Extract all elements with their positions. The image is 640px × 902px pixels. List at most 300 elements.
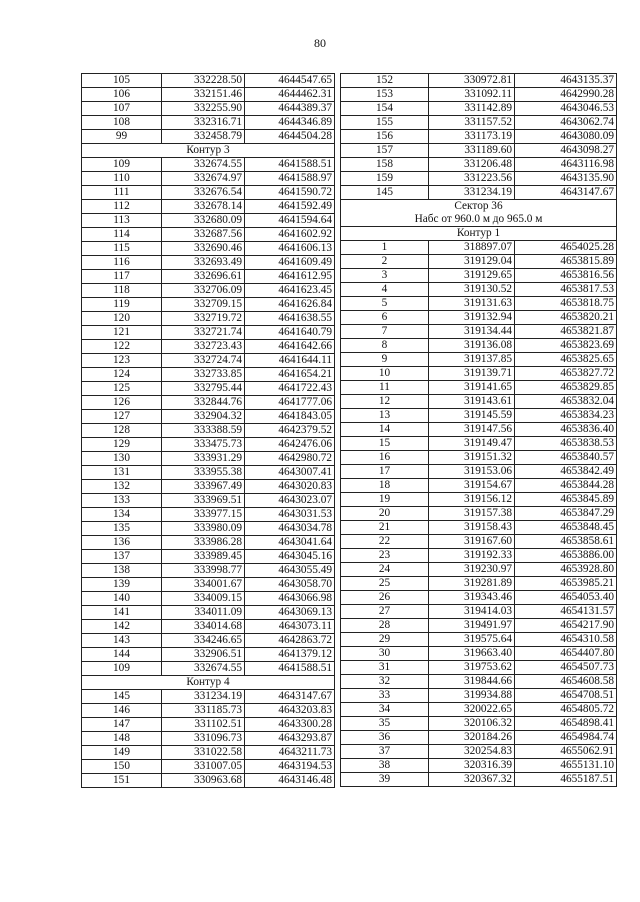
point-number-cell: 37	[341, 745, 429, 759]
point-number-cell: 108	[82, 116, 162, 130]
table-row	[341, 423, 617, 437]
point-number-cell: 144	[82, 648, 162, 662]
point-number-cell: 21	[341, 521, 429, 535]
point-number-cell: 38	[341, 759, 429, 773]
x-coordinate-cell: 330963.68	[162, 774, 245, 788]
table-row	[82, 382, 335, 396]
table-row	[341, 619, 617, 633]
point-number-cell: 131	[82, 466, 162, 480]
y-coordinate-cell: 4655062.91	[515, 745, 617, 759]
table-row	[341, 493, 617, 507]
x-coordinate-cell: 332228.50	[162, 74, 245, 88]
y-coordinate-cell: 4654407.80	[515, 647, 617, 661]
table-row	[341, 381, 617, 395]
point-number-cell: 35	[341, 717, 429, 731]
y-coordinate-cell: 4653847.29	[515, 507, 617, 521]
y-coordinate-cell: 4653823.69	[515, 339, 617, 353]
point-number-cell: 7	[341, 325, 429, 339]
point-number-cell: 31	[341, 661, 429, 675]
table-row	[82, 298, 335, 312]
table-row	[82, 256, 335, 270]
point-number-cell: 156	[341, 130, 429, 144]
page-number: 80	[314, 36, 326, 50]
y-coordinate-cell: 4641644.11	[245, 354, 335, 368]
point-number-cell: 109	[82, 158, 162, 172]
x-coordinate-cell: 333969.51	[162, 494, 245, 508]
y-coordinate-cell: 4643203.83	[245, 704, 335, 718]
y-coordinate-cell: 4641606.13	[245, 242, 335, 256]
table-row	[341, 591, 617, 605]
x-coordinate-cell: 332904.32	[162, 410, 245, 424]
point-number-cell: 155	[341, 116, 429, 130]
table-row	[341, 451, 617, 465]
x-coordinate-cell: 319139.71	[429, 367, 515, 381]
y-coordinate-cell: 4653825.65	[515, 353, 617, 367]
x-coordinate-cell: 332680.09	[162, 214, 245, 228]
table-row	[82, 648, 335, 662]
table-row	[82, 550, 335, 564]
sector-height-range: Набс от 960.0 м до 965.0 м	[414, 213, 543, 225]
point-number-cell: 14	[341, 423, 429, 437]
y-coordinate-cell: 4643020.83	[245, 480, 335, 494]
x-coordinate-cell: 332693.49	[162, 256, 245, 270]
point-number-cell: 126	[82, 396, 162, 410]
table-row	[82, 718, 335, 732]
y-coordinate-cell: 4641843.05	[245, 410, 335, 424]
x-coordinate-cell: 319141.65	[429, 381, 515, 395]
y-coordinate-cell: 4653858.61	[515, 535, 617, 549]
x-coordinate-cell: 332676.54	[162, 186, 245, 200]
point-number-cell: 26	[341, 591, 429, 605]
y-coordinate-cell: 4653817.53	[515, 283, 617, 297]
point-number-cell: 110	[82, 172, 162, 186]
x-coordinate-cell: 332696.61	[162, 270, 245, 284]
y-coordinate-cell: 4653821.87	[515, 325, 617, 339]
point-number-cell: 27	[341, 605, 429, 619]
x-coordinate-cell: 319134.44	[429, 325, 515, 339]
x-coordinate-cell: 319343.46	[429, 591, 515, 605]
table-row	[341, 465, 617, 479]
table-row	[341, 241, 617, 255]
point-number-cell: 132	[82, 480, 162, 494]
y-coordinate-cell: 4653818.75	[515, 297, 617, 311]
table-row	[82, 606, 335, 620]
y-coordinate-cell: 4655187.51	[515, 773, 617, 787]
point-number-cell: 107	[82, 102, 162, 116]
table-row	[341, 186, 617, 200]
x-coordinate-cell: 319149.47	[429, 437, 515, 451]
table-row	[341, 661, 617, 675]
table-row	[341, 507, 617, 521]
table-row	[82, 704, 335, 718]
point-number-cell: 39	[341, 773, 429, 787]
x-coordinate-cell: 331007.05	[162, 760, 245, 774]
point-number-cell: 109	[82, 662, 162, 676]
y-coordinate-cell: 4641590.72	[245, 186, 335, 200]
x-coordinate-cell: 331234.19	[162, 690, 245, 704]
y-coordinate-cell: 4653985.21	[515, 577, 617, 591]
x-coordinate-cell: 331157.52	[429, 116, 515, 130]
y-coordinate-cell: 4643080.09	[515, 130, 617, 144]
y-coordinate-cell: 4641654.21	[245, 368, 335, 382]
x-coordinate-cell: 333967.49	[162, 480, 245, 494]
x-coordinate-cell: 320022.65	[429, 703, 515, 717]
y-coordinate-cell: 4653815.89	[515, 255, 617, 269]
x-coordinate-cell: 319131.63	[429, 297, 515, 311]
y-coordinate-cell: 4644389.37	[245, 102, 335, 116]
point-number-cell: 5	[341, 297, 429, 311]
table-row	[82, 158, 335, 172]
point-number-cell: 99	[82, 130, 162, 144]
point-number-cell: 4	[341, 283, 429, 297]
y-coordinate-cell: 4644346.89	[245, 116, 335, 130]
table-row	[82, 466, 335, 480]
table-row	[82, 130, 335, 144]
table-row	[341, 521, 617, 535]
y-coordinate-cell: 4641638.55	[245, 312, 335, 326]
table-row	[341, 717, 617, 731]
x-coordinate-cell: 332844.76	[162, 396, 245, 410]
sector-header-row	[341, 200, 617, 227]
point-number-cell: 2	[341, 255, 429, 269]
y-coordinate-cell: 4643023.07	[245, 494, 335, 508]
table-row	[341, 633, 617, 647]
y-coordinate-cell: 4653834.23	[515, 409, 617, 423]
point-number-cell: 12	[341, 395, 429, 409]
table-row	[82, 620, 335, 634]
point-number-cell: 141	[82, 606, 162, 620]
x-coordinate-cell: 319414.03	[429, 605, 515, 619]
point-number-cell: 122	[82, 340, 162, 354]
x-coordinate-cell: 319663.40	[429, 647, 515, 661]
point-number-cell: 36	[341, 731, 429, 745]
y-coordinate-cell: 4654310.58	[515, 633, 617, 647]
y-coordinate-cell: 4643073.11	[245, 620, 335, 634]
point-number-cell: 111	[82, 186, 162, 200]
x-coordinate-cell: 319151.32	[429, 451, 515, 465]
y-coordinate-cell: 4654708.51	[515, 689, 617, 703]
table-row	[341, 409, 617, 423]
table-row	[341, 74, 617, 88]
y-coordinate-cell: 4641588.51	[245, 662, 335, 676]
table-row	[341, 158, 617, 172]
table-row	[82, 242, 335, 256]
y-coordinate-cell: 4644547.65	[245, 74, 335, 88]
x-coordinate-cell: 319491.97	[429, 619, 515, 633]
y-coordinate-cell: 4641594.64	[245, 214, 335, 228]
sector-title	[341, 200, 617, 227]
table-row	[82, 326, 335, 340]
point-number-cell: 17	[341, 465, 429, 479]
contour-title: Контур 4	[82, 676, 335, 690]
y-coordinate-cell: 4641777.06	[245, 396, 335, 410]
table-row	[341, 367, 617, 381]
y-coordinate-cell: 4653848.45	[515, 521, 617, 535]
table-row	[341, 269, 617, 283]
point-number-cell: 121	[82, 326, 162, 340]
table-row	[82, 396, 335, 410]
table-row	[82, 410, 335, 424]
y-coordinate-cell: 4654984.74	[515, 731, 617, 745]
table-row	[82, 774, 335, 788]
table-row	[82, 508, 335, 522]
y-coordinate-cell: 4643147.67	[245, 690, 335, 704]
y-coordinate-cell: 4643062.74	[515, 116, 617, 130]
y-coordinate-cell: 4643046.53	[515, 102, 617, 116]
y-coordinate-cell: 4644504.28	[245, 130, 335, 144]
y-coordinate-cell: 4643007.41	[245, 466, 335, 480]
x-coordinate-cell: 333388.59	[162, 424, 245, 438]
point-number-cell: 159	[341, 172, 429, 186]
y-coordinate-cell: 4643146.48	[245, 774, 335, 788]
point-number-cell: 127	[82, 410, 162, 424]
y-coordinate-cell: 4641623.45	[245, 284, 335, 298]
table-row	[82, 438, 335, 452]
point-number-cell: 10	[341, 367, 429, 381]
x-coordinate-cell: 319145.59	[429, 409, 515, 423]
table-row	[341, 102, 617, 116]
point-number-cell: 150	[82, 760, 162, 774]
y-coordinate-cell: 4653820.21	[515, 311, 617, 325]
y-coordinate-cell: 4654507.73	[515, 661, 617, 675]
table-row	[341, 144, 617, 158]
table-row	[341, 395, 617, 409]
table-row	[341, 311, 617, 325]
x-coordinate-cell: 319132.94	[429, 311, 515, 325]
point-number-cell: 120	[82, 312, 162, 326]
point-number-cell: 142	[82, 620, 162, 634]
y-coordinate-cell: 4643069.13	[245, 606, 335, 620]
y-coordinate-cell: 4643135.37	[515, 74, 617, 88]
y-coordinate-cell: 4653832.04	[515, 395, 617, 409]
y-coordinate-cell: 4641642.66	[245, 340, 335, 354]
x-coordinate-cell: 332678.14	[162, 200, 245, 214]
x-coordinate-cell: 319143.61	[429, 395, 515, 409]
table-row	[341, 283, 617, 297]
table-row	[82, 74, 335, 88]
point-number-cell: 147	[82, 718, 162, 732]
table-row	[341, 647, 617, 661]
y-coordinate-cell: 4653886.00	[515, 549, 617, 563]
y-coordinate-cell: 4653816.56	[515, 269, 617, 283]
point-number-cell: 34	[341, 703, 429, 717]
contour-header-row	[82, 144, 335, 158]
table-row	[82, 592, 335, 606]
x-coordinate-cell: 319154.67	[429, 479, 515, 493]
y-coordinate-cell: 4653838.53	[515, 437, 617, 451]
table-row	[82, 214, 335, 228]
table-row	[341, 689, 617, 703]
x-coordinate-cell: 319167.60	[429, 535, 515, 549]
point-number-cell: 118	[82, 284, 162, 298]
table-row	[341, 255, 617, 269]
table-row	[82, 102, 335, 116]
x-coordinate-cell: 332674.55	[162, 158, 245, 172]
table-row	[82, 368, 335, 382]
x-coordinate-cell: 320367.32	[429, 773, 515, 787]
x-coordinate-cell: 319753.62	[429, 661, 515, 675]
coordinates-table-left	[81, 73, 335, 788]
point-number-cell: 152	[341, 74, 429, 88]
sector-name: Сектор 36	[454, 200, 503, 212]
point-number-cell: 30	[341, 647, 429, 661]
y-coordinate-cell: 4654805.72	[515, 703, 617, 717]
x-coordinate-cell: 319192.33	[429, 549, 515, 563]
x-coordinate-cell: 320254.83	[429, 745, 515, 759]
point-number-cell: 124	[82, 368, 162, 382]
x-coordinate-cell: 333931.29	[162, 452, 245, 466]
x-coordinate-cell: 332690.46	[162, 242, 245, 256]
point-number-cell: 140	[82, 592, 162, 606]
y-coordinate-cell: 4641626.84	[245, 298, 335, 312]
table-row	[82, 354, 335, 368]
x-coordinate-cell: 320316.39	[429, 759, 515, 773]
x-coordinate-cell: 332316.71	[162, 116, 245, 130]
point-number-cell: 1	[341, 241, 429, 255]
x-coordinate-cell: 331206.48	[429, 158, 515, 172]
x-coordinate-cell: 319130.52	[429, 283, 515, 297]
y-coordinate-cell: 4642476.06	[245, 438, 335, 452]
point-number-cell: 128	[82, 424, 162, 438]
x-coordinate-cell: 331096.73	[162, 732, 245, 746]
y-coordinate-cell: 4654608.58	[515, 675, 617, 689]
point-number-cell: 157	[341, 144, 429, 158]
x-coordinate-cell: 319137.85	[429, 353, 515, 367]
point-number-cell: 148	[82, 732, 162, 746]
x-coordinate-cell: 320184.26	[429, 731, 515, 745]
y-coordinate-cell: 4643116.98	[515, 158, 617, 172]
table-row	[82, 662, 335, 676]
y-coordinate-cell: 4654131.57	[515, 605, 617, 619]
y-coordinate-cell: 4653845.89	[515, 493, 617, 507]
table-row	[82, 424, 335, 438]
point-number-cell: 123	[82, 354, 162, 368]
point-number-cell: 9	[341, 353, 429, 367]
table-row	[341, 88, 617, 102]
x-coordinate-cell: 331173.19	[429, 130, 515, 144]
point-number-cell: 151	[82, 774, 162, 788]
point-number-cell: 130	[82, 452, 162, 466]
table-row	[341, 549, 617, 563]
x-coordinate-cell: 319129.65	[429, 269, 515, 283]
x-coordinate-cell: 320106.32	[429, 717, 515, 731]
y-coordinate-cell: 4644462.31	[245, 88, 335, 102]
point-number-cell: 154	[341, 102, 429, 116]
contour-header-row	[341, 227, 617, 241]
table-row	[82, 536, 335, 550]
point-number-cell: 25	[341, 577, 429, 591]
x-coordinate-cell: 332723.43	[162, 340, 245, 354]
point-number-cell: 113	[82, 214, 162, 228]
table-row	[82, 284, 335, 298]
table-row	[82, 186, 335, 200]
point-number-cell: 18	[341, 479, 429, 493]
y-coordinate-cell: 4643058.70	[245, 578, 335, 592]
point-number-cell: 119	[82, 298, 162, 312]
table-row	[82, 564, 335, 578]
x-coordinate-cell: 319153.06	[429, 465, 515, 479]
table-row	[341, 297, 617, 311]
point-number-cell: 158	[341, 158, 429, 172]
x-coordinate-cell: 332674.97	[162, 172, 245, 186]
x-coordinate-cell: 332721.74	[162, 326, 245, 340]
y-coordinate-cell: 4643041.64	[245, 536, 335, 550]
x-coordinate-cell: 332906.51	[162, 648, 245, 662]
table-row	[341, 563, 617, 577]
x-coordinate-cell: 333998.77	[162, 564, 245, 578]
table-row	[341, 437, 617, 451]
table-row	[82, 732, 335, 746]
table-row	[341, 703, 617, 717]
table-row	[82, 578, 335, 592]
table-row	[82, 480, 335, 494]
x-coordinate-cell: 333986.28	[162, 536, 245, 550]
x-coordinate-cell: 334009.15	[162, 592, 245, 606]
y-coordinate-cell: 4642863.72	[245, 634, 335, 648]
point-number-cell: 137	[82, 550, 162, 564]
table-row	[82, 172, 335, 186]
point-number-cell: 129	[82, 438, 162, 452]
y-coordinate-cell: 4653842.49	[515, 465, 617, 479]
point-number-cell: 32	[341, 675, 429, 689]
y-coordinate-cell: 4641592.49	[245, 200, 335, 214]
y-coordinate-cell: 4643055.49	[245, 564, 335, 578]
y-coordinate-cell: 4653829.85	[515, 381, 617, 395]
x-coordinate-cell: 332674.55	[162, 662, 245, 676]
point-number-cell: 11	[341, 381, 429, 395]
table-row	[82, 200, 335, 214]
x-coordinate-cell: 333977.15	[162, 508, 245, 522]
table-row	[341, 605, 617, 619]
x-coordinate-cell: 334246.65	[162, 634, 245, 648]
table-row	[82, 494, 335, 508]
x-coordinate-cell: 332255.90	[162, 102, 245, 116]
x-coordinate-cell: 333980.09	[162, 522, 245, 536]
y-coordinate-cell: 4641609.49	[245, 256, 335, 270]
point-number-cell: 135	[82, 522, 162, 536]
x-coordinate-cell: 330972.81	[429, 74, 515, 88]
x-coordinate-cell: 319844.66	[429, 675, 515, 689]
contour-header-row	[82, 676, 335, 690]
table-row	[82, 746, 335, 760]
x-coordinate-cell: 331234.19	[429, 186, 515, 200]
y-coordinate-cell: 4653844.28	[515, 479, 617, 493]
x-coordinate-cell: 319136.08	[429, 339, 515, 353]
x-coordinate-cell: 333989.45	[162, 550, 245, 564]
x-coordinate-cell: 331185.73	[162, 704, 245, 718]
table-row	[341, 172, 617, 186]
point-number-cell: 22	[341, 535, 429, 549]
x-coordinate-cell: 331223.56	[429, 172, 515, 186]
table-row	[341, 479, 617, 493]
table-row	[82, 634, 335, 648]
x-coordinate-cell: 333475.73	[162, 438, 245, 452]
x-coordinate-cell: 319934.88	[429, 689, 515, 703]
table-row	[82, 690, 335, 704]
point-number-cell: 115	[82, 242, 162, 256]
point-number-cell: 139	[82, 578, 162, 592]
table-row	[341, 577, 617, 591]
table-row	[341, 339, 617, 353]
y-coordinate-cell: 4653836.40	[515, 423, 617, 437]
table-row	[82, 88, 335, 102]
x-coordinate-cell: 319158.43	[429, 521, 515, 535]
y-coordinate-cell: 4654053.40	[515, 591, 617, 605]
x-coordinate-cell: 319156.12	[429, 493, 515, 507]
table-row	[82, 340, 335, 354]
x-coordinate-cell: 319129.04	[429, 255, 515, 269]
point-number-cell: 146	[82, 704, 162, 718]
